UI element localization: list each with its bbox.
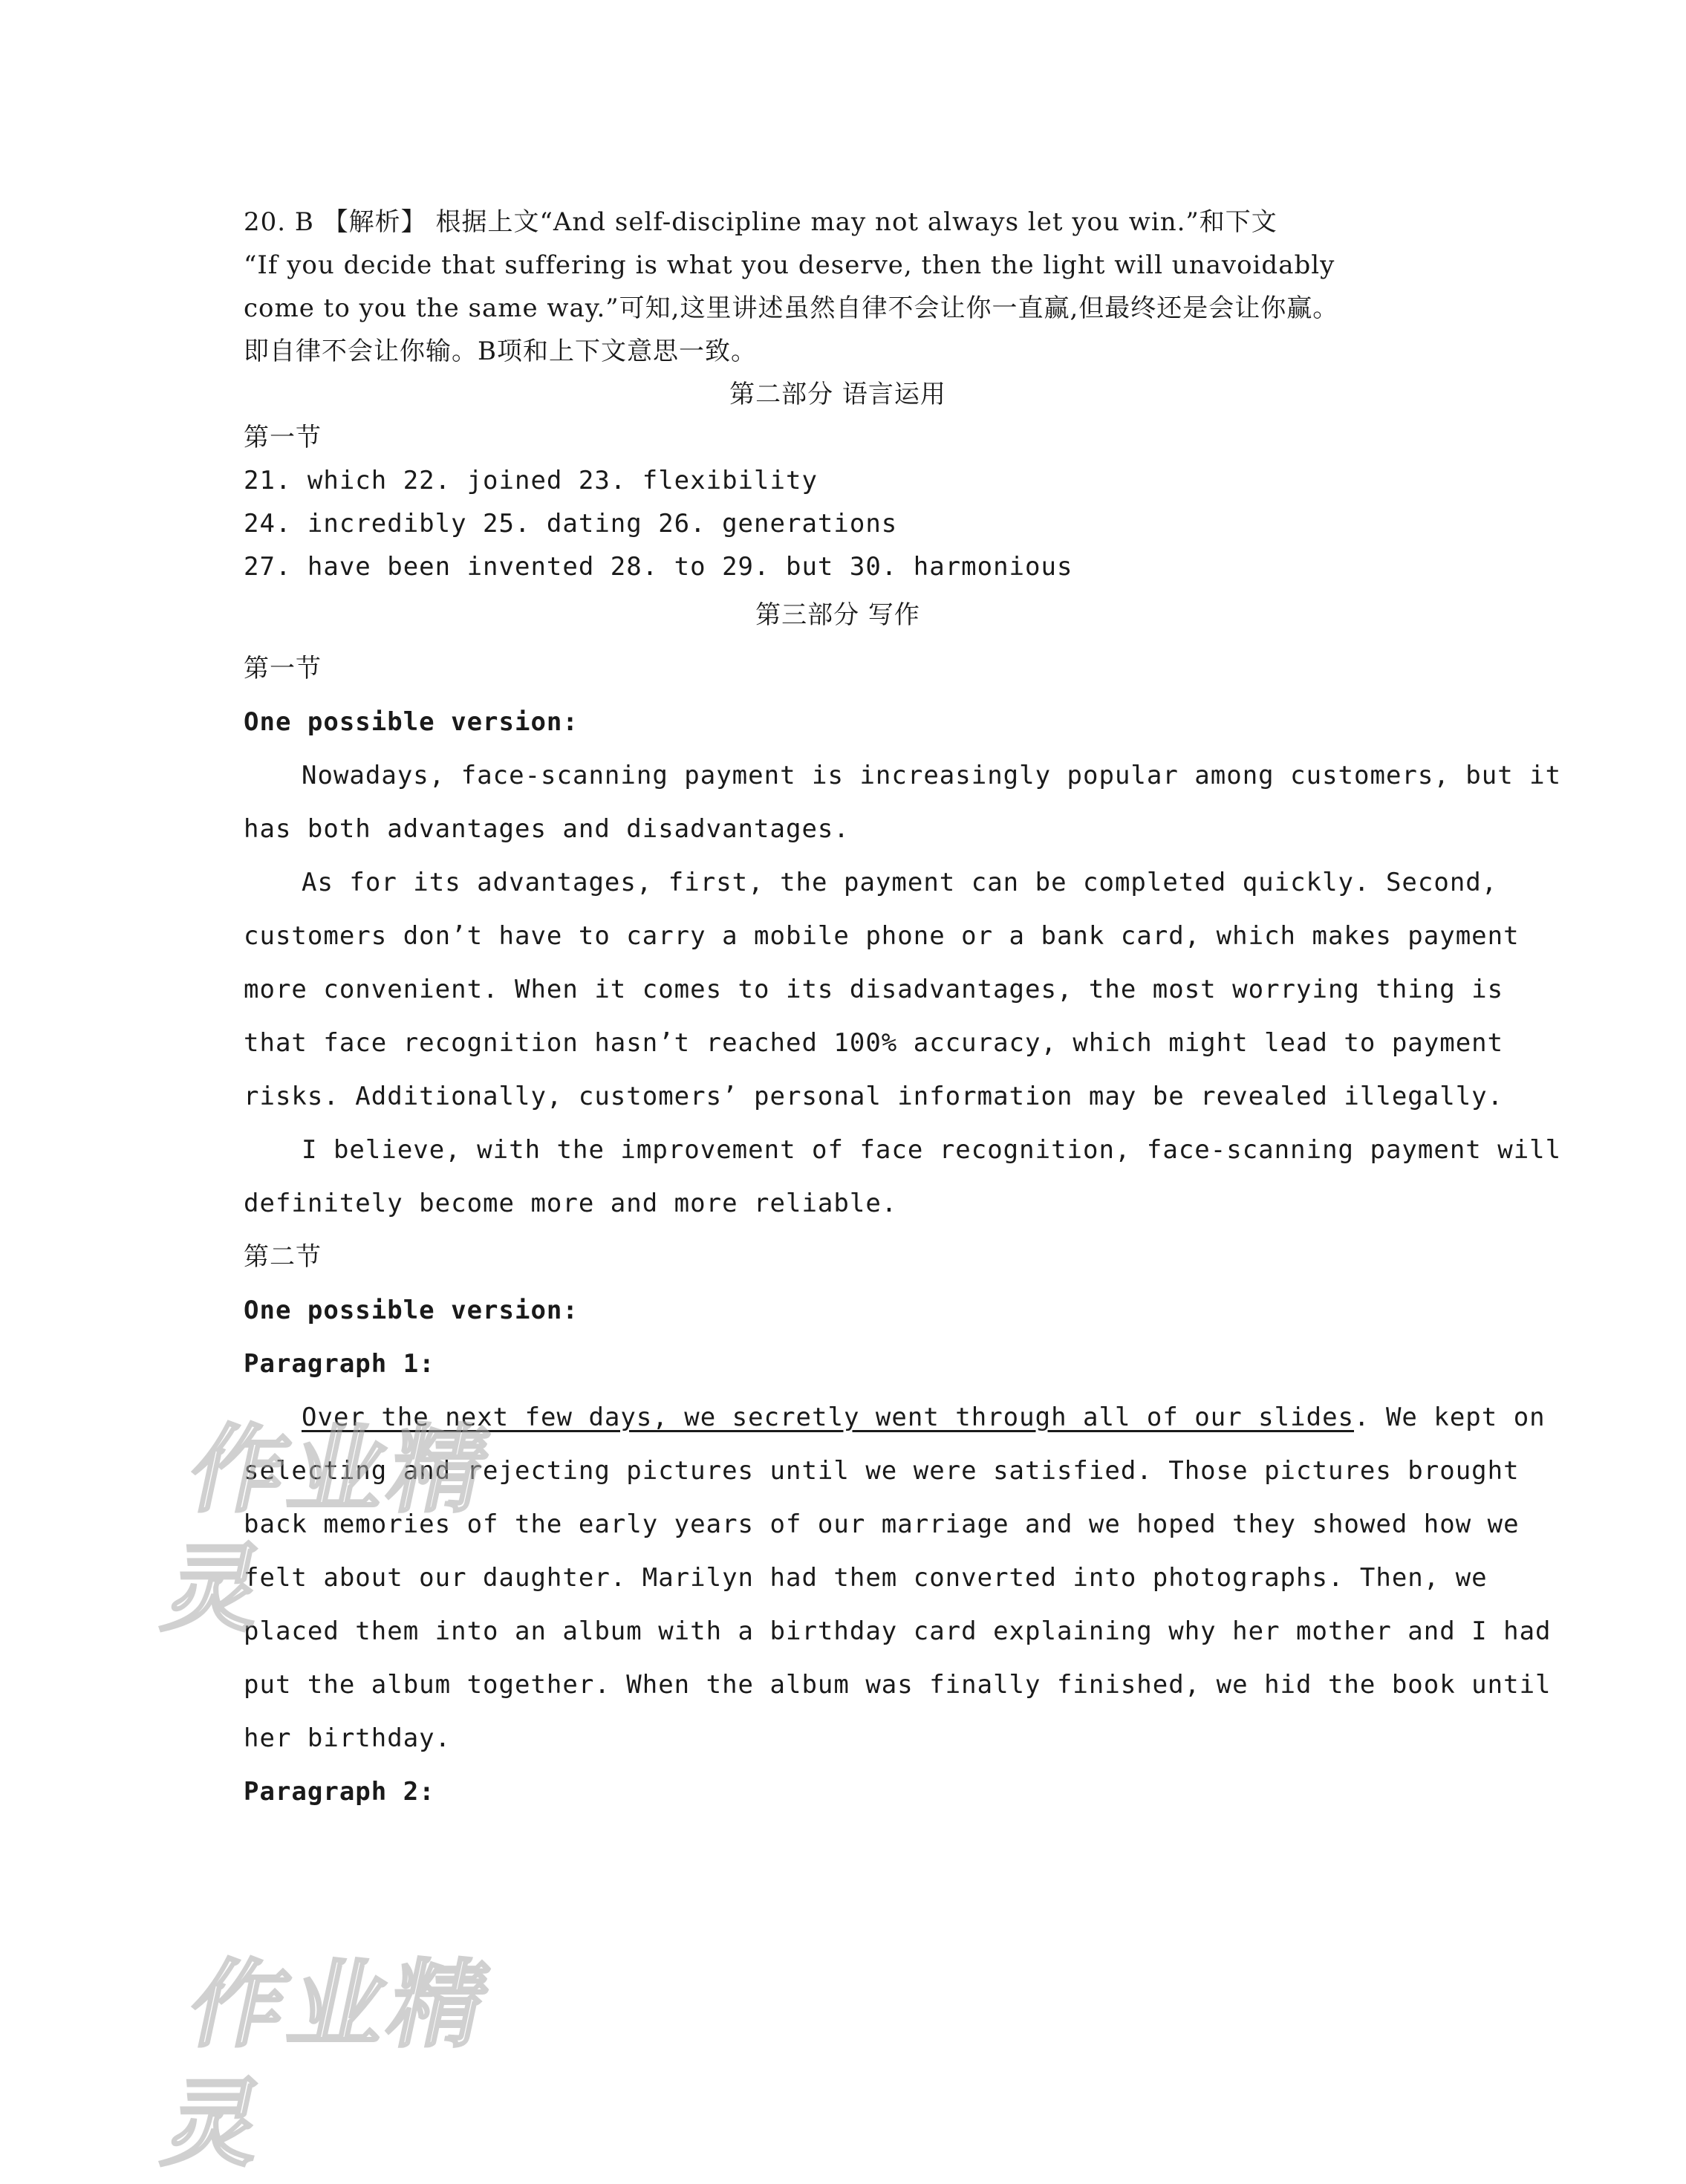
part3-heading: 第三部分 写作 — [755, 600, 920, 630]
essay-line: more convenient. When it comes to its disadvantages, the most worrying thing is — [244, 975, 1504, 1004]
paragraph-2-label: Paragraph 2: — [244, 1777, 435, 1807]
answer-20-line-3: come to you the same way.”可知,这里讲述虽然自律不会让你一直赢,但最终还是会让你赢。 — [244, 293, 1339, 323]
part2-heading: 第二部分 语言运用 — [729, 380, 946, 409]
watermark-logo: 作业精灵 — [154, 1415, 502, 1645]
paragraph-1-line: put the album together. When the album was finally finished, we hid the book until — [244, 1670, 1552, 1700]
watermark-logo: 作业精灵 — [154, 1950, 502, 2180]
answer-20-line-4: 即自律不会让你输。B项和上下文意思一致。 — [244, 337, 757, 366]
answers-row-2: 24. incredibly 25. dating 26. generations — [244, 509, 898, 539]
essay-line: Nowadays, face-scanning payment is increasingly popular among customers, but it — [302, 761, 1562, 790]
paragraph-1-line: selecting and rejecting pictures until we were satisfied. Those pictures brought — [244, 1456, 1520, 1486]
essay-line: As for its advantages, first, the payment can be completed quickly. Second, — [302, 868, 1498, 897]
essay-line: has both advantages and disadvantages. — [244, 814, 850, 844]
paragraph-1-label: Paragraph 1: — [244, 1349, 435, 1379]
essay-line: risks. Additionally, customers’ personal information may be revealed illegally. — [244, 1082, 1504, 1111]
part3-section-2-heading: 第二节 — [244, 1242, 322, 1272]
answer-20-line-2: “If you decide that suffering is what you deserve, then the light will unavoidably — [244, 250, 1335, 280]
paragraph-1-line: her birthday. — [244, 1723, 452, 1753]
possible-version-label-1: One possible version: — [244, 707, 579, 737]
part3-section-1-heading: 第一节 — [244, 654, 322, 683]
first-line-rest: . We kept on — [1354, 1403, 1546, 1432]
underlined-given-sentence: Over the next few days, we secretly went through all of our slides — [302, 1403, 1355, 1432]
essay-line: I believe, with the improvement of face recognition, face-scanning payment will — [302, 1135, 1562, 1165]
essay-line: that face recognition hasn’t reached 100% accuracy, which might lead to payment — [244, 1028, 1504, 1058]
essay-line: customers don’t have to carry a mobile phone or a bank card, which makes payment — [244, 921, 1520, 951]
paragraph-1-line: placed them into an album with a birthday card explaining why her mother and I had — [244, 1616, 1552, 1646]
paragraph-1-line: back memories of the early years of our marriage and we hoped they showed how we — [244, 1509, 1520, 1539]
answers-row-3: 27. have been invented 28. to 29. but 30. harmonious — [244, 552, 1073, 582]
possible-version-label-2: One possible version: — [244, 1296, 579, 1325]
answer-20-line-1: 20. B 【解析】 根据上文“And self-discipline may not always let you win.”和下文 — [244, 207, 1277, 237]
part2-section-heading: 第一节 — [244, 423, 322, 452]
essay-line: definitely become more and more reliable. — [244, 1189, 898, 1218]
answers-row-1: 21. which 22. joined 23. flexibility — [244, 466, 818, 495]
answer-content — [244, 201, 1562, 1819]
paragraph-1-line: felt about our daughter. Marilyn had them converted into photographs. Then, we — [244, 1563, 1488, 1593]
